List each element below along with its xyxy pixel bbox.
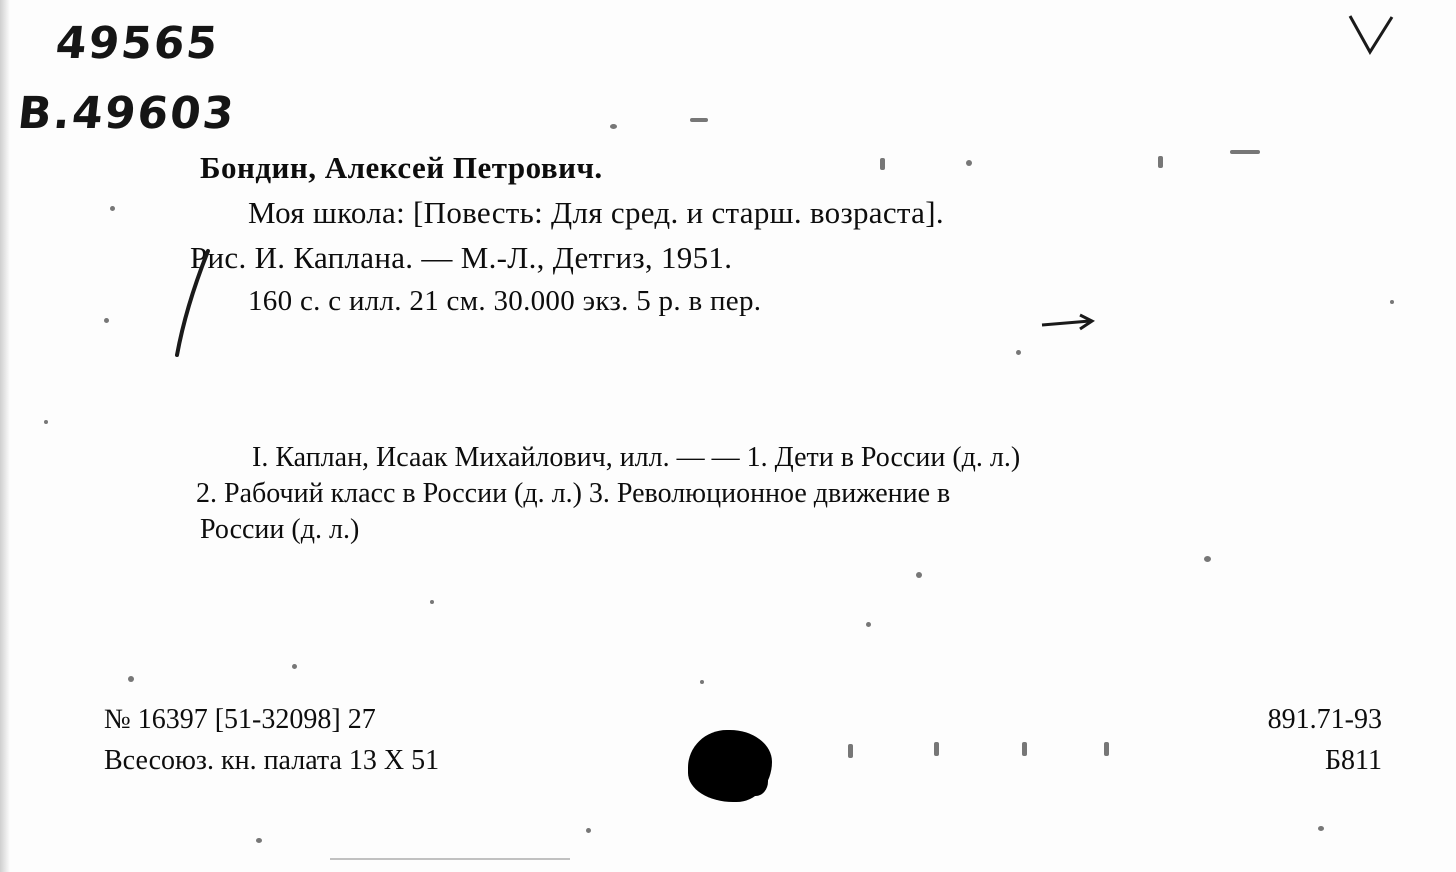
- title-statement-line: Моя школа: [Повесть: Для сред. и старш. возраста].: [248, 195, 944, 230]
- footer-left-block: [104, 700, 439, 781]
- pen-arrow-mark: [1040, 313, 1096, 333]
- author-heading: Бондин, Алексей Петрович.: [200, 150, 603, 185]
- collation-line: 160 с. с илл. 21 см. 30.000 экз. 5 р. в пер.: [248, 285, 762, 317]
- tracing-line-2: 2. Рабочий класс в России (д. л.) 3. Революционное движение в: [196, 477, 951, 509]
- tracings-block: [0, 440, 1456, 547]
- footer-right-block: [1268, 700, 1382, 781]
- bottom-rule-fragment: [330, 858, 570, 860]
- cutter-number: Б811: [1324, 744, 1382, 776]
- ink-blot: [688, 730, 772, 802]
- card-control-number: № 16397 [51-32098] 27: [104, 704, 376, 735]
- tracing-line-3: России (д. л.): [200, 513, 360, 545]
- checkmark-icon: [1348, 14, 1394, 56]
- classification-number: 891.71-93: [1267, 704, 1382, 735]
- handwritten-accession-number-2: В.49603: [15, 88, 239, 139]
- left-edge-smudge: [0, 0, 10, 872]
- pen-slash-mark: [172, 247, 212, 359]
- imprint-line: Рис. И. Каплана. — М.-Л., Детгиз, 1951.: [190, 240, 733, 275]
- bibliographic-entry: [0, 150, 1456, 318]
- handwritten-accession-number-1: 49565: [53, 18, 222, 69]
- tracing-line-1: I. Каплан, Исаак Михайлович, илл. — — 1. Дети в России (д. л.): [252, 442, 1021, 473]
- book-chamber-line: Всесоюз. кн. палата 13 X 51: [104, 744, 440, 776]
